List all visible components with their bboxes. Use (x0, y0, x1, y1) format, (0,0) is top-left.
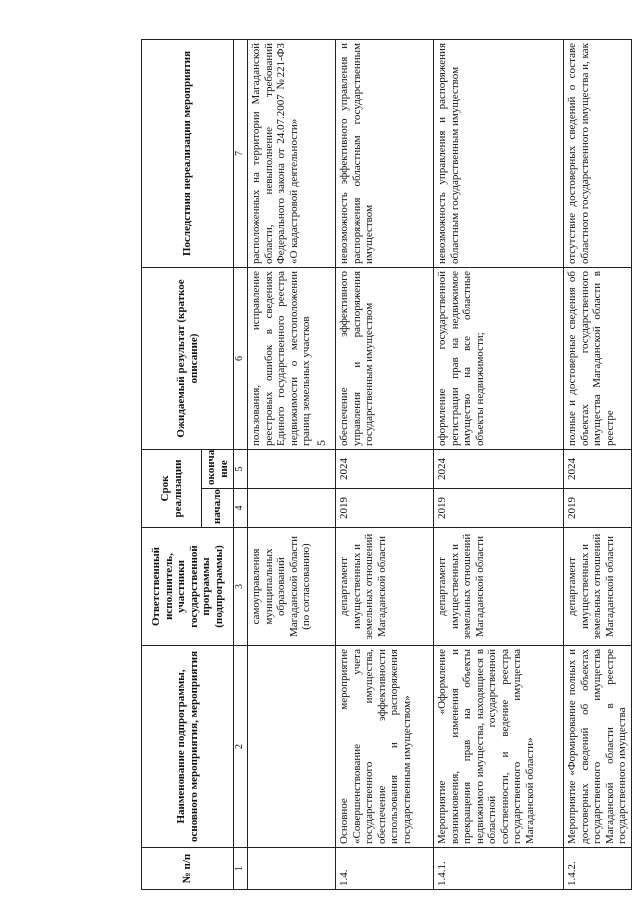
row-name: Мероприятие «Оформление возникновения, изменения и прекращения прав на объекты недвижимого имущества, находящиеся в областной государственной собственности, и ведение реестра государственного имущества Магаданской области» (434, 646, 564, 848)
row-consequences: невозможность эффективного управления и распоряжения областным государственным имуществом (336, 39, 434, 267)
row-num: 1.4. (336, 848, 434, 890)
row-start: 2019 (434, 489, 564, 528)
row-end: 2024 (336, 449, 434, 488)
table-row (434, 39, 564, 889)
row-start (248, 489, 336, 528)
row-result: обеспечение эффективного управления и распоряжения государственным имуществом (336, 267, 434, 449)
program-table (141, 39, 632, 890)
row-consequences: невозможность управления и распоряжения областным государственным имуществом (434, 39, 564, 267)
row-start: 2019 (336, 489, 434, 528)
header-num: № п/п (142, 848, 234, 890)
index-cell: 5 (234, 449, 248, 488)
header-start: начало (202, 489, 234, 528)
row-responsible: департамент имущественных и земельных отношений Магаданской области (434, 528, 564, 646)
row-responsible: департамент имущественных и земельных отношений Магаданской области (564, 528, 632, 646)
row-name: Основное мероприятие «Совершенствование учета государственного имущества, обеспечение эффективности использования и распоряжения государственным имуществом» (336, 646, 434, 848)
header-responsible: Ответственный исполнитель, участники государственной программы (подпрограммы) (142, 528, 234, 646)
index-cell: 2 (234, 646, 248, 848)
index-cell: 4 (234, 489, 248, 528)
row-end (248, 449, 336, 488)
row-result: полные и достоверные сведения об объектах государственного имущества Магаданской области в реестре (564, 267, 632, 449)
row-name: Мероприятие «Формирование полных и достоверных сведений об объектах государственного имущества Магаданской области в реестре государственного имущества (564, 646, 632, 848)
index-cell: 1 (234, 848, 248, 890)
row-end: 2024 (434, 449, 564, 488)
header-end: оконча ние (202, 449, 234, 488)
table-row (248, 39, 336, 889)
row-end: 2024 (564, 449, 632, 488)
row-num: 1.4.1. (434, 848, 564, 890)
index-cell: 3 (234, 528, 248, 646)
index-cell: 6 (234, 267, 248, 449)
header-consequences: Последствия нереализации мероприятия (142, 39, 234, 267)
row-name (248, 646, 336, 848)
header-name: Наименование подпрограммы, основного мероприятия, мероприятия (142, 646, 234, 848)
row-num (248, 848, 336, 890)
row-consequences: расположенных на территории Магаданской области, невыполнение требований Федерального закона от 24.07.2007 №221-ФЗ «О кадастровой деятельности» (248, 39, 336, 267)
row-responsible: самоуправления муниципальных образований Магаданской области (по согласованию) (248, 528, 336, 646)
row-consequences: отсутствие достоверных сведений о составе областного государственного имущества и, как (564, 39, 632, 267)
program-table-wrapper (141, 40, 628, 890)
row-start: 2019 (564, 489, 632, 528)
table-row (336, 39, 434, 889)
page-number: 5 (314, 440, 328, 446)
header-term: Срок реализации (142, 449, 202, 527)
header-result: Ожидаемый результат (краткое описание) (142, 267, 234, 449)
row-responsible: департамент имущественных и земельных отношений Магаданской области (336, 528, 434, 646)
table-row (564, 39, 632, 889)
row-result: оформление государственной регистрации прав на недвижимое имущество на все областные объекты недвижимости; (434, 267, 564, 449)
index-cell: 7 (234, 39, 248, 267)
row-result: пользования, исправление реестровых ошибок в сведениях Единого государственного реестра недвижимости о местоположении границ земельных участков (248, 267, 336, 449)
row-num: 1.4.2. (564, 848, 632, 890)
